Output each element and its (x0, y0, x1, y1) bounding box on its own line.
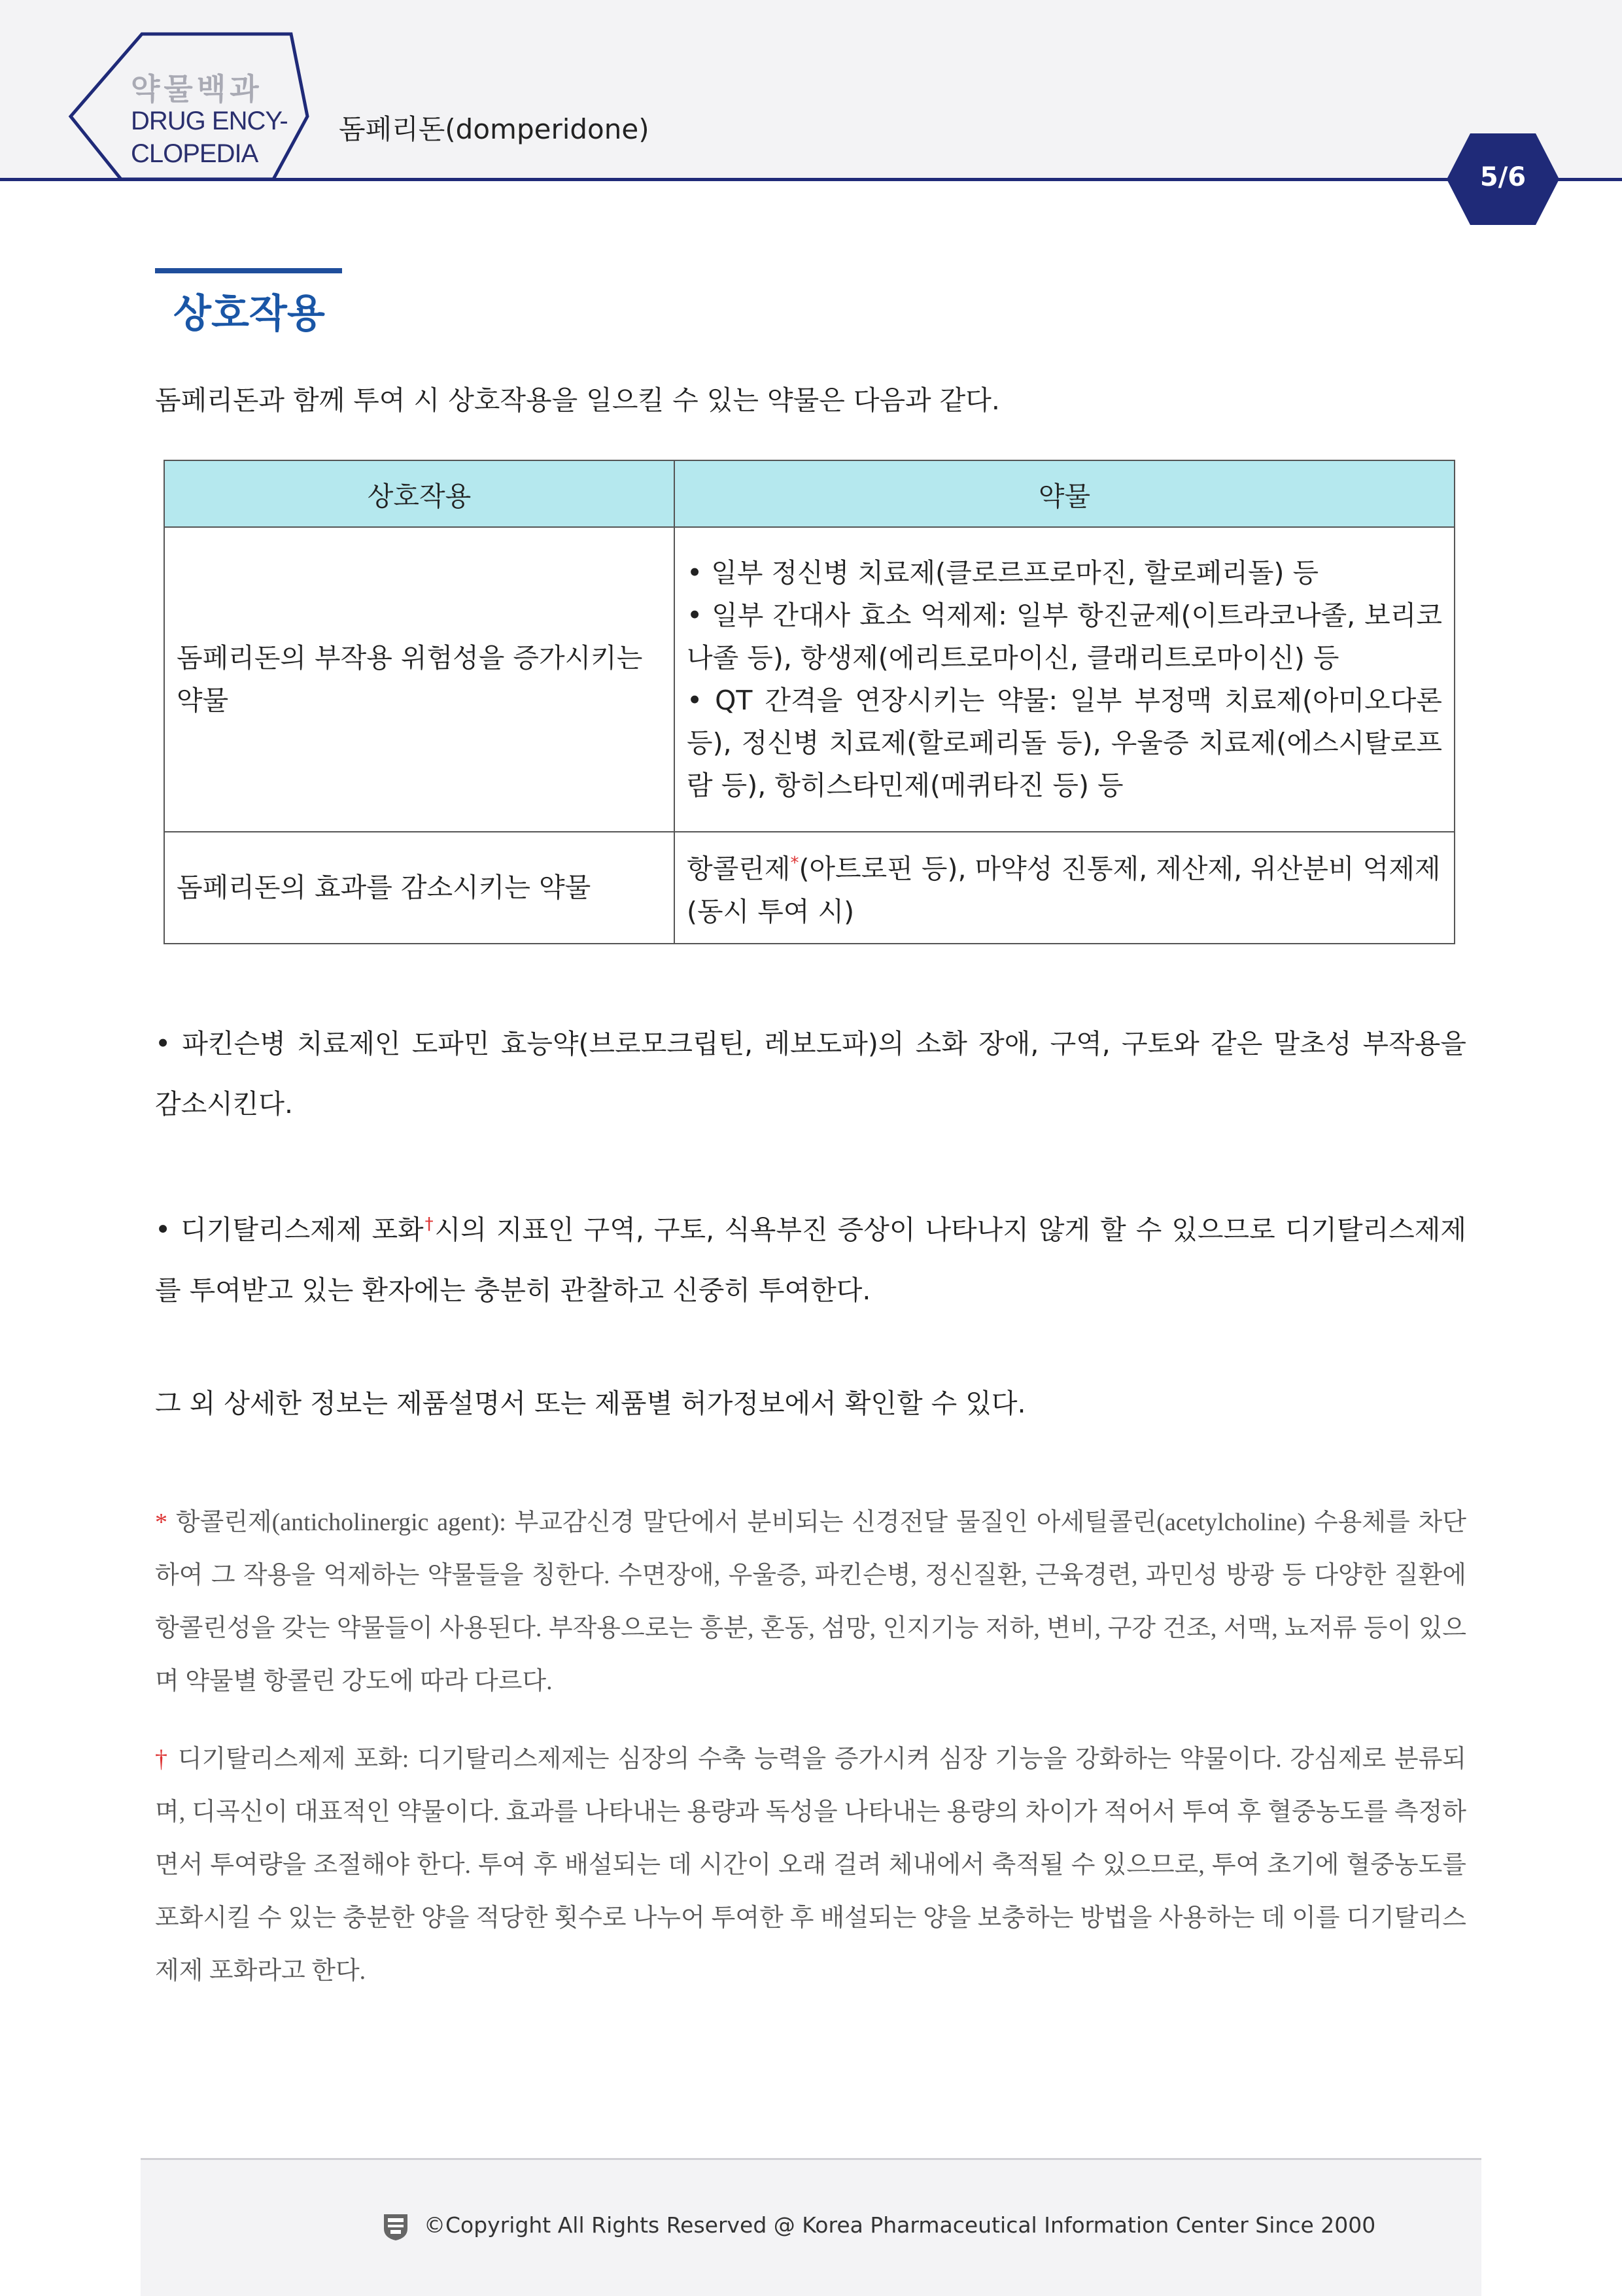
drug-list-item: • 일부 정신병 치료제(클로르프로마진, 할로페리돌) 등 (687, 557, 1319, 589)
header-drugs: 약물 (674, 460, 1455, 527)
logo-english-line1: DRUG ENCY- (131, 107, 288, 135)
logo-english-line2: CLOPEDIA (131, 139, 258, 168)
table-row (164, 832, 1455, 944)
footnote-anticholinergic (155, 1496, 1466, 1708)
document-title: 돔페리돈(domperidone) (339, 113, 649, 145)
bullet-text: 시의 지표인 구역, 구토, 식욕부진 증상이 나타나지 않게 할 수 있으므로 디기탈리스제제를 투여받고 있는 환자에는 충분히 관찰하고 신중히 투여한다. (155, 1214, 1467, 1306)
table-row (164, 527, 1455, 832)
interaction-cell: 돔페리돈의 효과를 감소시키는 약물 (164, 832, 674, 944)
bullet-paragraph: • 파킨슨병 치료제인 도파민 효능약(브로모크립틴, 레보도파)의 소화 장애, 구역, 구토와 같은 말초성 부작용을 감소시킨다. (155, 1028, 1466, 1120)
footnote-mark: * (155, 1509, 167, 1536)
bullet-paragraph (155, 1194, 1466, 1320)
footnote-text: 항콜린제(anticholinergic agent): 부교감신경 말단에서 분비되는 신경전달 물질인 아세틸콜린(acetylcholine) 수용체를 차단하여 그 작용을 억제하는 약물들을 칭한다. 수면장애, 우울증, 파킨슨병, 정신질환, 근육경련, 과민성 방광 등 다양한 질환에 항콜린성을 갖는 약물들이 사용된다. 부작용으로는 흥분, 혼동, 섬망, 인지기능 저하, 변비, 구강 건조, 서맥, 뇨저류 등이 있으며 약물별 항콜린 강도에 따라 다르다. (155, 1509, 1466, 1695)
footnote-mark: † (155, 1745, 170, 1773)
intro-paragraph: 돔페리돈과 함께 투여 시 상호작용을 일으킬 수 있는 약물은 다음과 같다. (155, 385, 1000, 416)
drug-list-item: • 일부 간대사 효소 억제제: 일부 항진균제(이트라코나졸, 보리코나졸 등), 항생제(에리트로마이신, 클래리트로마이신) 등 (687, 600, 1442, 674)
section-accent-bar (155, 268, 342, 273)
interaction-cell: 돔페리돈의 부작용 위험성을 증가시키는 약물 (164, 527, 674, 832)
drugs-cell (674, 832, 1455, 944)
logo-korean: 약물백과 (131, 71, 263, 107)
logo-english (131, 105, 288, 170)
footnote-text: 디기탈리스제제 포화: 디기탈리스제제는 심장의 수축 능력을 증가시켜 심장 기능을 강화하는 약물이다. 강심제로 분류되며, 디곡신이 대표적인 약물이다. 효과를 나타내는 용량과 독성을 나타내는 용량의 차이가 적어서 투여 후 혈중농도를 측정하면서 투여량을 조절해야 한다. 투여 후 배설되는 데 시간이 오래 걸려 체내에서 축적될 수 있으므로, 투여 초기에 혈중농도를 포화시킬 수 있는 충분한 양을 적당한 횟수로 나누어 투여한 후 배설되는 양을 보충하는 방법을 사용하는 데 이를 디기탈리스제제 포화라고 한다. (155, 1745, 1466, 1985)
footnote-mark-dagger: † (423, 1214, 435, 1234)
drug-list-item: • QT 간격을 연장시키는 약물: 일부 부정맥 치료제(아미오다론 등), 정신병 치료제(할로페리돌 등), 우울증 치료제(에스시탈로프람 등), 항히스타민제(메퀴타진 등) 등 (687, 685, 1442, 801)
footer-copyright: ©Copyright All Rights Reserved @ Korea Pharmaceutical Information Center Since 2000 (424, 2212, 1376, 2238)
section-title: 상호작용 (173, 291, 325, 337)
interaction-table (164, 460, 1455, 944)
footnote-mark-asterisk: * (790, 853, 799, 874)
page-number: 5/6 (1479, 162, 1527, 192)
header-divider-line (0, 178, 1622, 181)
drugs-cell (674, 527, 1455, 832)
table-header-row (164, 460, 1455, 527)
drug-text: (아트로핀 등), 마약성 진통제, 제산제, 위산분비 억제제(동시 투여 시) (687, 853, 1441, 927)
additional-info-paragraph: 그 외 상세한 정보는 제품설명서 또는 제품별 허가정보에서 확인할 수 있다. (155, 1388, 1026, 1419)
footnote-digitalis (155, 1733, 1466, 1998)
bullet-text: • 디기탈리스제제 포화 (155, 1214, 424, 1246)
kpic-emblem-icon (381, 2212, 410, 2242)
drug-text: 항콜린제 (687, 853, 791, 885)
header-interaction: 상호작용 (164, 460, 674, 527)
